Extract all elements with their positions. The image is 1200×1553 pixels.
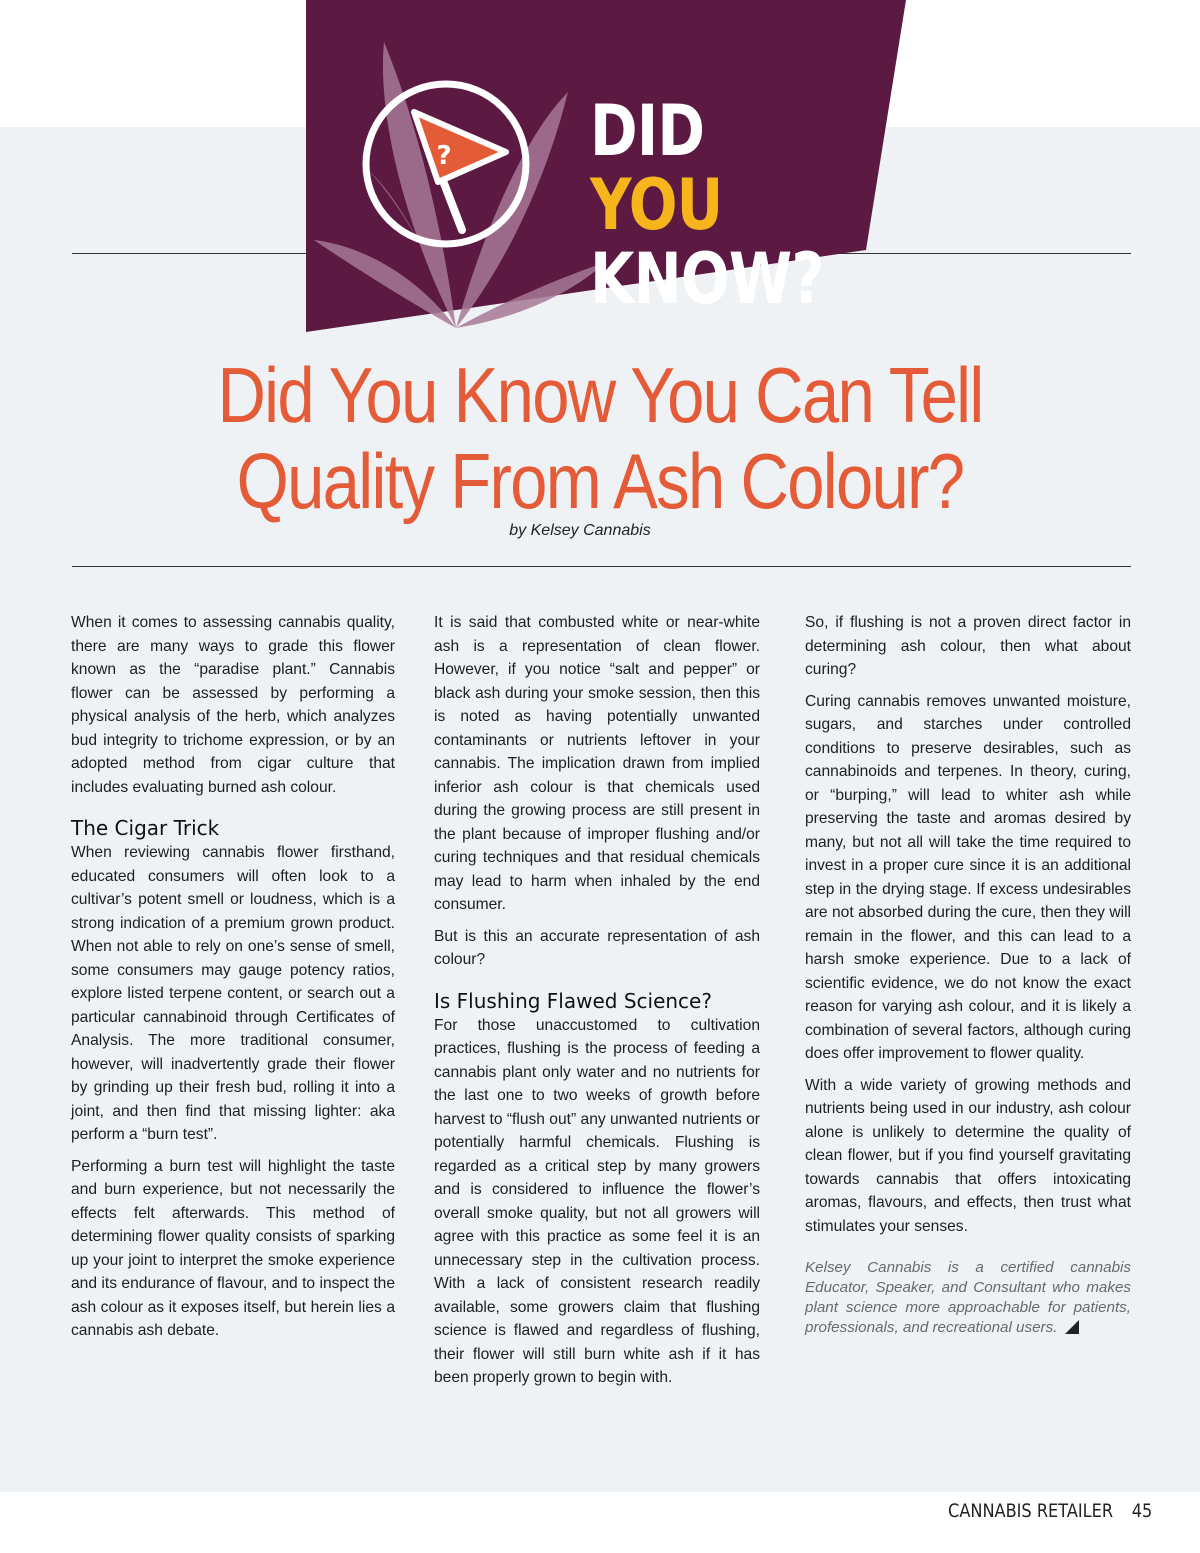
paragraph: For those unaccustomed to cultivation practices, flushing is the process of feeding a cannabis plant only water and no nutrients for the last one to two weeks of growth before harvest to “flush out” any unwanted nutrients or potentially harmful chemicals. Flushing is regarded as a critical step by many growers and is considered to influence the flower’s overall smoke quality, but not all growers will agree with this practice as some feel it is an unnecessary step in the cultivation process. With a lack of consistent research readily available, some growers claim that flushing science is flawed and regardless of flushing, their flower will still burn white ash if it has been properly grown to begin with. <box>434 1016 760 1386</box>
article-byline: by Kelsey Cannabis <box>509 522 651 539</box>
paragraph: With a wide variety of growing methods and nutrients being used in our industry, ash colour alone is unlikely to determine the quality of clean flower, but if you find yourself gravitating towards cannabis that offers intoxicating aromas, flavours, and effects, then trust what stimulates your senses. <box>805 1076 1131 1235</box>
column-3 <box>805 611 1131 1338</box>
banner-word-know: KNOW? <box>590 238 824 320</box>
page-footer <box>948 1500 1152 1522</box>
publication-name: CANNABIS RETAILER <box>947 1500 1113 1522</box>
paragraph: So, if flushing is not a proven direct factor in determining ash colour, then what about curing? <box>805 614 1131 678</box>
page-number: 45 <box>1131 1500 1152 1522</box>
article-title-line2: Quality From Ash Colour? <box>236 437 964 525</box>
author-bio-text: Kelsey Cannabis is a certified cannabis Educator, Speaker, and Consultant who makes plant science more approachable for patients, professionals, and recreational users. <box>805 1259 1131 1336</box>
paragraph: When reviewing cannabis flower firsthand, educated consumers will often look to a cultivar’s potent smell or loudness, which is a strong indication of a premium grown product. When not able to rely on one’s sense of smell, some consumers may gauge potency ratios, explore listed terpene content, or search out a particular cannabinoid through Certificates of Analysis. The more traditional consumer, however, will inadvertently grade their flower by grinding up their fresh bud, rolling it into a joint, and then find that missing lighter: aka perform a “burn test”. <box>71 844 395 1143</box>
column-2 <box>434 611 760 1398</box>
section-heading-cigar-trick: The Cigar Trick <box>71 816 220 840</box>
paragraph: When it comes to assessing cannabis quality, there are many ways to grade this flower known as the “paradise plant.” Cannabis flower can be assessed by performing a physical analysis of the herb, which analyzes bud integrity to trichome expression, or by an adopted method from cigar culture that includes evaluating burned ash colour. <box>71 614 395 796</box>
flag-question-mark: ? <box>436 141 452 171</box>
paragraph: Curing cannabis removes unwanted moisture, sugars, and starches under controlled conditions to preserve desirables, such as cannabinoids and terpenes. In theory, curing, or “burping,” will lead to whiter ash while preserving the taste and aromas desired by many, but not all will take the time required to invest in a proper cure since it is an additional step in the drying stage. If excess undesirables are not absorbed during the cure, then they will remain in the flower, and this can lead to a harsh smoke experience. Due to a lack of scientific evidence, we do not know the exact reason for varying ash colour, and it is likely a combination of several factors, although curing does offer improvement to flower quality. <box>805 692 1131 1062</box>
article-title <box>170 352 1030 524</box>
paragraph: It is said that combusted white or near-white ash is a representation of clean flower. However, if you notice “salt and pepper” or black ash during your smoke session, then this is noted as having potentially unwanted contaminants or nutrients leftover in your cannabis. The implication drawn from implied inferior ash colour is that chemicals used during the growing process are still present in the plant because of improper flushing and/or curing techniques and that residual chemicals may lead to harm when inhaled by the end consumer. <box>434 614 760 913</box>
section-heading-flushing: Is Flushing Flawed Science? <box>434 988 712 1013</box>
author-bio <box>805 1258 1131 1338</box>
banner-word-you: YOU <box>590 164 723 246</box>
column-1 <box>71 611 395 1351</box>
paragraph: But is this an accurate representation of ash colour? <box>434 927 760 968</box>
title-divider <box>72 566 1131 567</box>
paragraph: Performing a burn test will highlight the taste and burn experience, but not necessarily the effects felt afterwards. This method of determining flower quality consists of sparking up your joint to interpret the smoke experience and its endurance of flavour, and to inspect the ash colour as it exposes itself, but herein lies a cannabis ash debate. <box>71 1157 395 1339</box>
article-title-line1: Did You Know You Can Tell <box>217 351 983 439</box>
end-mark-icon <box>1065 1320 1079 1334</box>
banner-title <box>590 90 849 320</box>
banner-word-did: DID <box>590 90 705 172</box>
did-you-know-banner <box>306 0 906 332</box>
